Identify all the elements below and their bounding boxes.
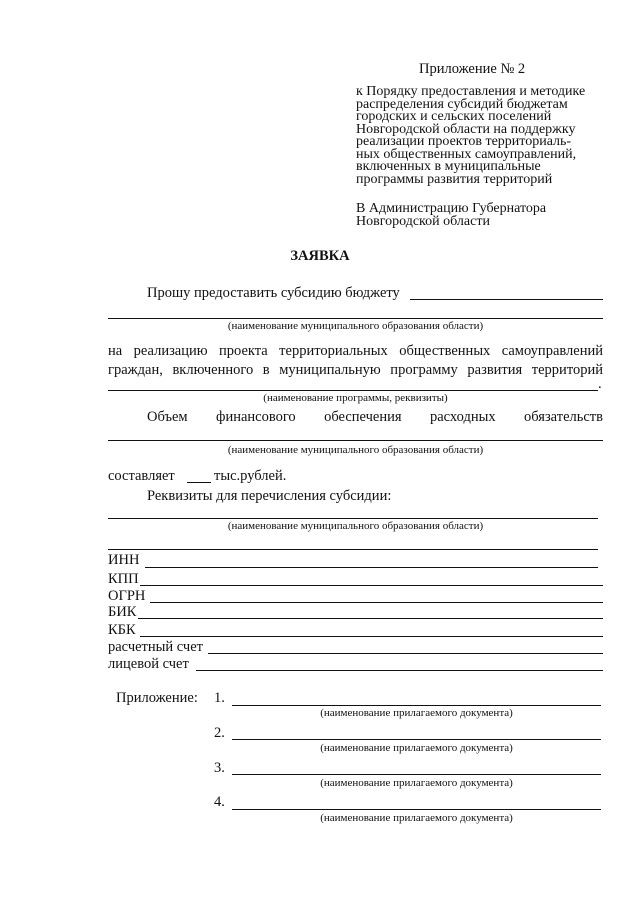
attachment-number: 1. xyxy=(214,690,225,706)
project-line-2: граждан, включенного в муниципальную программу развития территорий xyxy=(108,362,603,378)
settlement-account-field[interactable] xyxy=(208,653,603,654)
addressee xyxy=(356,203,606,228)
appendix-reference xyxy=(356,86,606,186)
amount-suffix: тыс.рублей. xyxy=(214,468,287,484)
attachment-caption: (наименование прилагаемого документа) xyxy=(320,812,513,824)
appendix-line: к Порядку предоставления и методике xyxy=(356,84,586,99)
attachment-number: 3. xyxy=(214,760,225,776)
ogrn-field[interactable] xyxy=(150,602,603,603)
amount-prefix: составляет xyxy=(108,468,175,484)
appendix-line: Новгородской области на поддержку xyxy=(356,121,576,137)
budget-name-field[interactable] xyxy=(410,299,603,300)
volume-word: расходных xyxy=(429,409,496,425)
inn-field[interactable] xyxy=(145,567,598,568)
appendix-line: распределения субсидий бюджетам xyxy=(356,96,568,112)
kbk-label: КБК xyxy=(108,622,136,638)
request-text: Прошу предоставить субсидию бюджету xyxy=(147,285,400,301)
requisites-label: Реквизиты для перечисления субсидии: xyxy=(147,488,392,504)
appendix-line: включенных в муниципальные xyxy=(356,159,541,174)
volume-word: обеспечения xyxy=(324,409,402,425)
kpp-label: КПП xyxy=(108,571,139,587)
appendix-line: городских и сельских поселений xyxy=(356,109,552,124)
attachment-caption: (наименование прилагаемого документа) xyxy=(320,707,513,719)
volume-word: финансового xyxy=(216,409,296,425)
caption-municipality-3: (наименование муниципального образования области) xyxy=(227,520,484,532)
caption-program: (наименование программы, реквизиты) xyxy=(263,392,448,404)
appendix-line: программы развития территорий xyxy=(356,171,553,187)
appendix-title: Приложение № 2 xyxy=(419,61,526,77)
kpp-field[interactable] xyxy=(140,585,603,586)
caption-municipality-2: (наименование муниципального образования области) xyxy=(227,444,484,456)
volume-line xyxy=(147,409,603,426)
project-line-1: на реализацию проекта территориальных общественных самоуправлений xyxy=(108,343,603,359)
inn-label: ИНН xyxy=(108,552,140,568)
document-title: ЗАЯВКА xyxy=(290,248,350,264)
caption-municipality: (наименование муниципального образования области) xyxy=(227,320,484,332)
attachment-field-4[interactable] xyxy=(232,809,601,810)
line-end-dot: . xyxy=(598,376,602,392)
volume-word: обязательств xyxy=(524,409,603,425)
municipality-field[interactable] xyxy=(108,318,603,319)
bik-field[interactable] xyxy=(138,618,603,619)
kbk-field[interactable] xyxy=(140,636,603,637)
attachments-label: Приложение: xyxy=(116,690,198,706)
program-field[interactable] xyxy=(108,390,598,391)
personal-account-label: лицевой счет xyxy=(108,656,189,672)
addressee-line: Новгородской области xyxy=(356,213,490,229)
personal-account-field[interactable] xyxy=(196,670,603,671)
appendix-line: ных общественных самоуправлений, xyxy=(356,146,577,162)
ogrn-label: ОГРН xyxy=(108,588,146,604)
attachment-number: 4. xyxy=(214,794,225,810)
attachment-field-3[interactable] xyxy=(232,774,601,775)
volume-municipality-field[interactable] xyxy=(108,440,603,441)
attachment-field-2[interactable] xyxy=(232,739,601,740)
attachment-number: 2. xyxy=(214,725,225,741)
amount-field[interactable] xyxy=(187,482,211,483)
addressee-line: В Администрацию Губернатора xyxy=(356,201,547,216)
attachment-caption: (наименование прилагаемого документа) xyxy=(320,742,513,754)
bik-label: БИК xyxy=(108,604,137,620)
appendix-line: реализации проектов территориаль- xyxy=(356,134,572,149)
settlement-account-label: расчетный счет xyxy=(108,639,203,655)
requisites-extra-field[interactable] xyxy=(108,549,598,550)
attachment-field-1[interactable] xyxy=(232,705,601,706)
volume-word: Объем xyxy=(147,409,188,425)
requisites-municipality-field[interactable] xyxy=(108,518,598,519)
attachment-caption: (наименование прилагаемого документа) xyxy=(320,777,513,789)
